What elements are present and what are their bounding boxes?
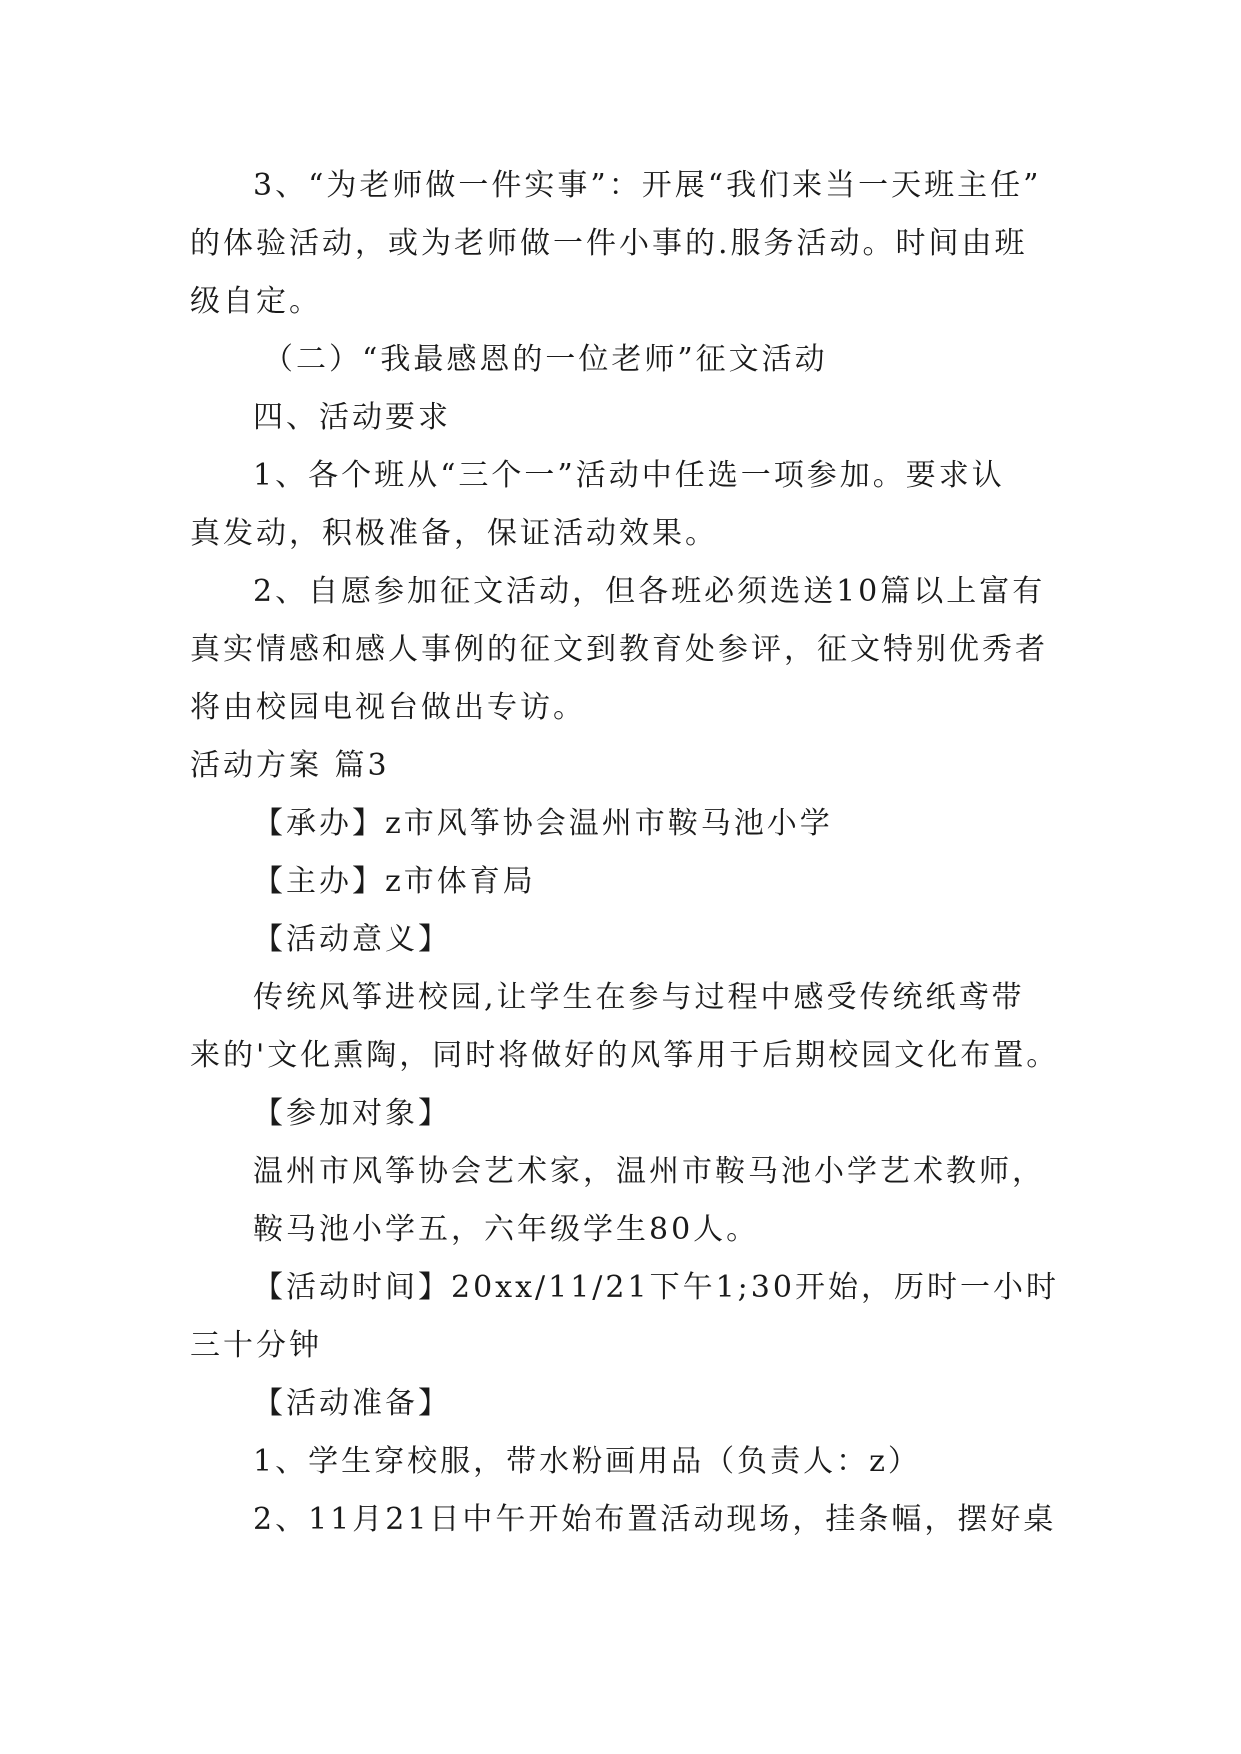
paragraph-line: 传统风筝进校园,让学生在参与过程中感受传统纸鸢带 [253,980,1025,1015]
article-title: 活动方案 篇3 [190,748,390,783]
paragraph-line: 【承办】z市风筝协会温州市鞍马池小学 [253,806,833,841]
paragraph-line: 【主办】z市体育局 [253,864,536,899]
paragraph-line: 温州市风筝协会艺术家，温州市鞍马池小学艺术教师， [253,1154,1045,1189]
section-heading: 【参加对象】 [253,1096,451,1131]
paragraph-line: 来的'文化熏陶，同时将做好的风筝用于后期校园文化布置。 [190,1038,1060,1073]
section-heading: 四、活动要求 [253,400,451,435]
paragraph-line: 鞍马池小学五，六年级学生80人。 [253,1212,760,1247]
paragraph-line: 三十分钟 [190,1328,322,1363]
paragraph-line: 真发动，积极准备，保证活动效果。 [190,516,718,551]
paragraph-line: 1、各个班从“三个一”活动中任选一项参加。要求认 [253,458,1005,493]
paragraph-line: 级自定。 [190,284,322,319]
paragraph-line: 真实情感和感人事例的征文到教育处参评，征文特别优秀者 [190,632,1048,667]
paragraph-line: 的体验活动，或为老师做一件小事的.服务活动。时间由班 [190,226,1028,261]
paragraph-line: 1、学生穿校服，带水粉画用品（负责人：z） [253,1444,921,1479]
section-heading: 【活动意义】 [253,922,451,957]
paragraph-line: 3、“为老师做一件实事”：开展“我们来当一天班主任” [253,168,1042,203]
paragraph-line: 【活动时间】20xx/11/21下午1;30开始，历时一小时 [253,1270,1059,1305]
section-heading: 【活动准备】 [253,1386,451,1421]
section-heading: （二）“我最感恩的一位老师”征文活动 [263,342,828,377]
paragraph-line: 2、11月21日中午开始布置活动现场，挂条幅，摆好桌 [253,1502,1057,1537]
paragraph-line: 将由校园电视台做出专访。 [190,690,586,725]
paragraph-line: 2、自愿参加征文活动，但各班必须选送10篇以上富有 [253,574,1046,609]
